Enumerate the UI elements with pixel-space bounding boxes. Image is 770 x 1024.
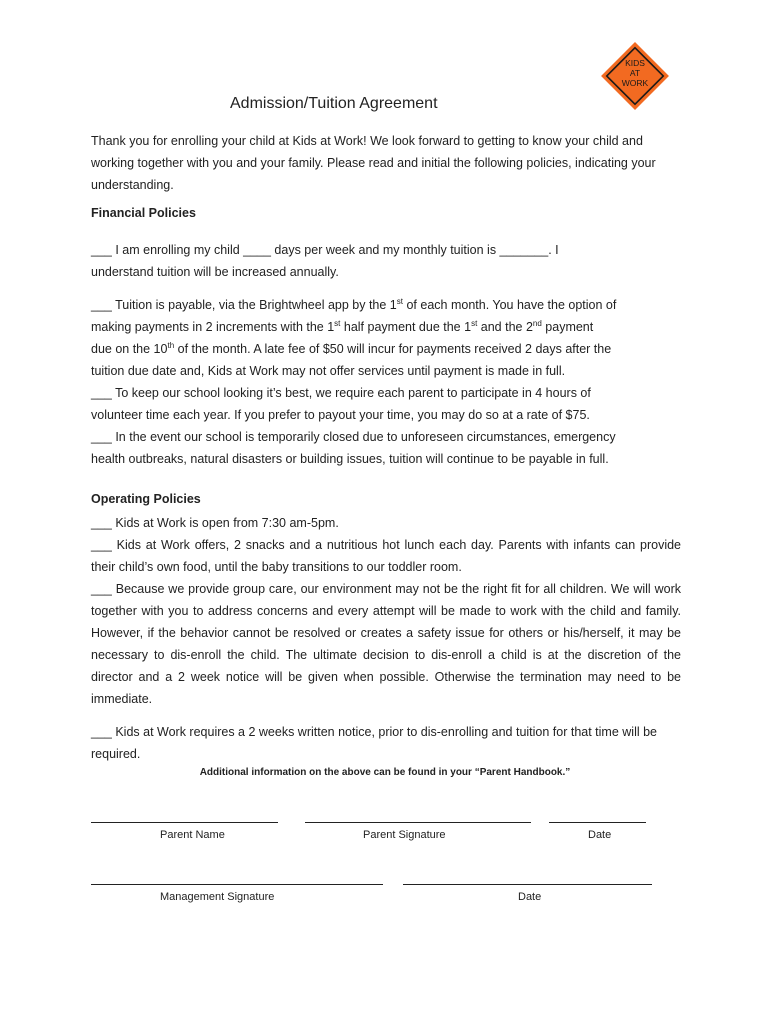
enrollment-line-1: ___ I am enrolling my child ____ days per week and my monthly tuition is _______. I: [91, 243, 559, 257]
payable-line-2: making payments in 2 increments with the 1st half payment due the 1st and the 2nd payment: [91, 318, 594, 334]
intro-paragraph: Thank you for enrolling your child at Kids at Work! We look forward to getting to know your child and working together with you and your family. Please read and initial the following policies, indicating your understanding.: [91, 134, 656, 192]
page-title: Admission/Tuition Agreement: [230, 95, 438, 112]
operating-policies-heading: Operating Policies: [91, 492, 201, 506]
financial-policies-heading: Financial Policies: [91, 206, 196, 220]
parent-signature-line[interactable]: [305, 822, 531, 823]
volunteer-line-2: volunteer time each year. If you prefer to payout your time, you may do so at a rate of $75.: [91, 408, 590, 422]
volunteer-line-1: ___ To keep our school looking it’s best, we require each parent to participate in 4 hours of: [91, 386, 591, 400]
kids-at-work-logo: [598, 39, 672, 113]
management-signature-label: Management Signature: [160, 891, 275, 903]
closure-line-1: ___ In the event our school is temporarily closed due to unforeseen circumstances, emergency: [91, 430, 616, 444]
date-label-1: Date: [588, 829, 612, 841]
handbook-note: Additional information on the above can be found in your “Parent Handbook.”: [199, 767, 571, 778]
group-care-policy: ___ Because we provide group care, our environment may not be the right fit for all children. We will work together with you to address concerns and every attempt will be made to work with the child and family. However, if the behavior cannot be resolved or creates a safety issue for others or his/herself, it may be necessary to dis-enroll the child. The ultimate decision to dis-enroll a child is at the discretion of the director and a 2 week notice will be given when possible. Otherwise the termination may need to be immediate.: [91, 582, 681, 706]
logo-line-3: WORK: [621, 78, 649, 88]
parent-signature-label: Parent Signature: [363, 829, 446, 841]
payable-line-1: ___ Tuition is payable, via the Brightwheel app by the 1st of each month. You have the option of: [91, 296, 617, 312]
snacks-policy: ___ Kids at Work offers, 2 snacks and a nutritious hot lunch each day. Parents with infants can provide their child’s own food, until the baby transitions to our toddler room.: [91, 538, 681, 574]
operating-policy-block: [91, 512, 681, 710]
financial-policy-block: [91, 294, 681, 470]
payable-line-4: tuition due date and, Kids at Work may not offer services until payment is made in full.: [91, 364, 566, 378]
logo-line-1: KIDS: [625, 58, 645, 68]
closure-line-2: health outbreaks, natural disasters or building issues, tuition will continue to be payable in full.: [91, 452, 609, 466]
enrollment-line-2: understand tuition will be increased annually.: [91, 265, 339, 279]
date-label-2: Date: [518, 891, 542, 903]
management-signature-line[interactable]: [91, 884, 383, 885]
payable-line-3: due on the 10th of the month. A late fee of $50 will incur for payments received 2 days after the: [91, 340, 612, 356]
date-line-2[interactable]: [403, 884, 652, 885]
parent-name-line[interactable]: [91, 822, 278, 823]
hours-policy: ___ Kids at Work is open from 7:30 am-5pm.: [91, 516, 339, 530]
date-line-1[interactable]: [549, 822, 646, 823]
notice-policy: ___ Kids at Work requires a 2 weeks written notice, prior to dis-enrolling and tuition for that time will be required.: [91, 725, 658, 761]
logo-line-2: AT: [629, 68, 641, 78]
enrollment-policy: [91, 239, 681, 283]
parent-name-label: Parent Name: [160, 829, 225, 841]
